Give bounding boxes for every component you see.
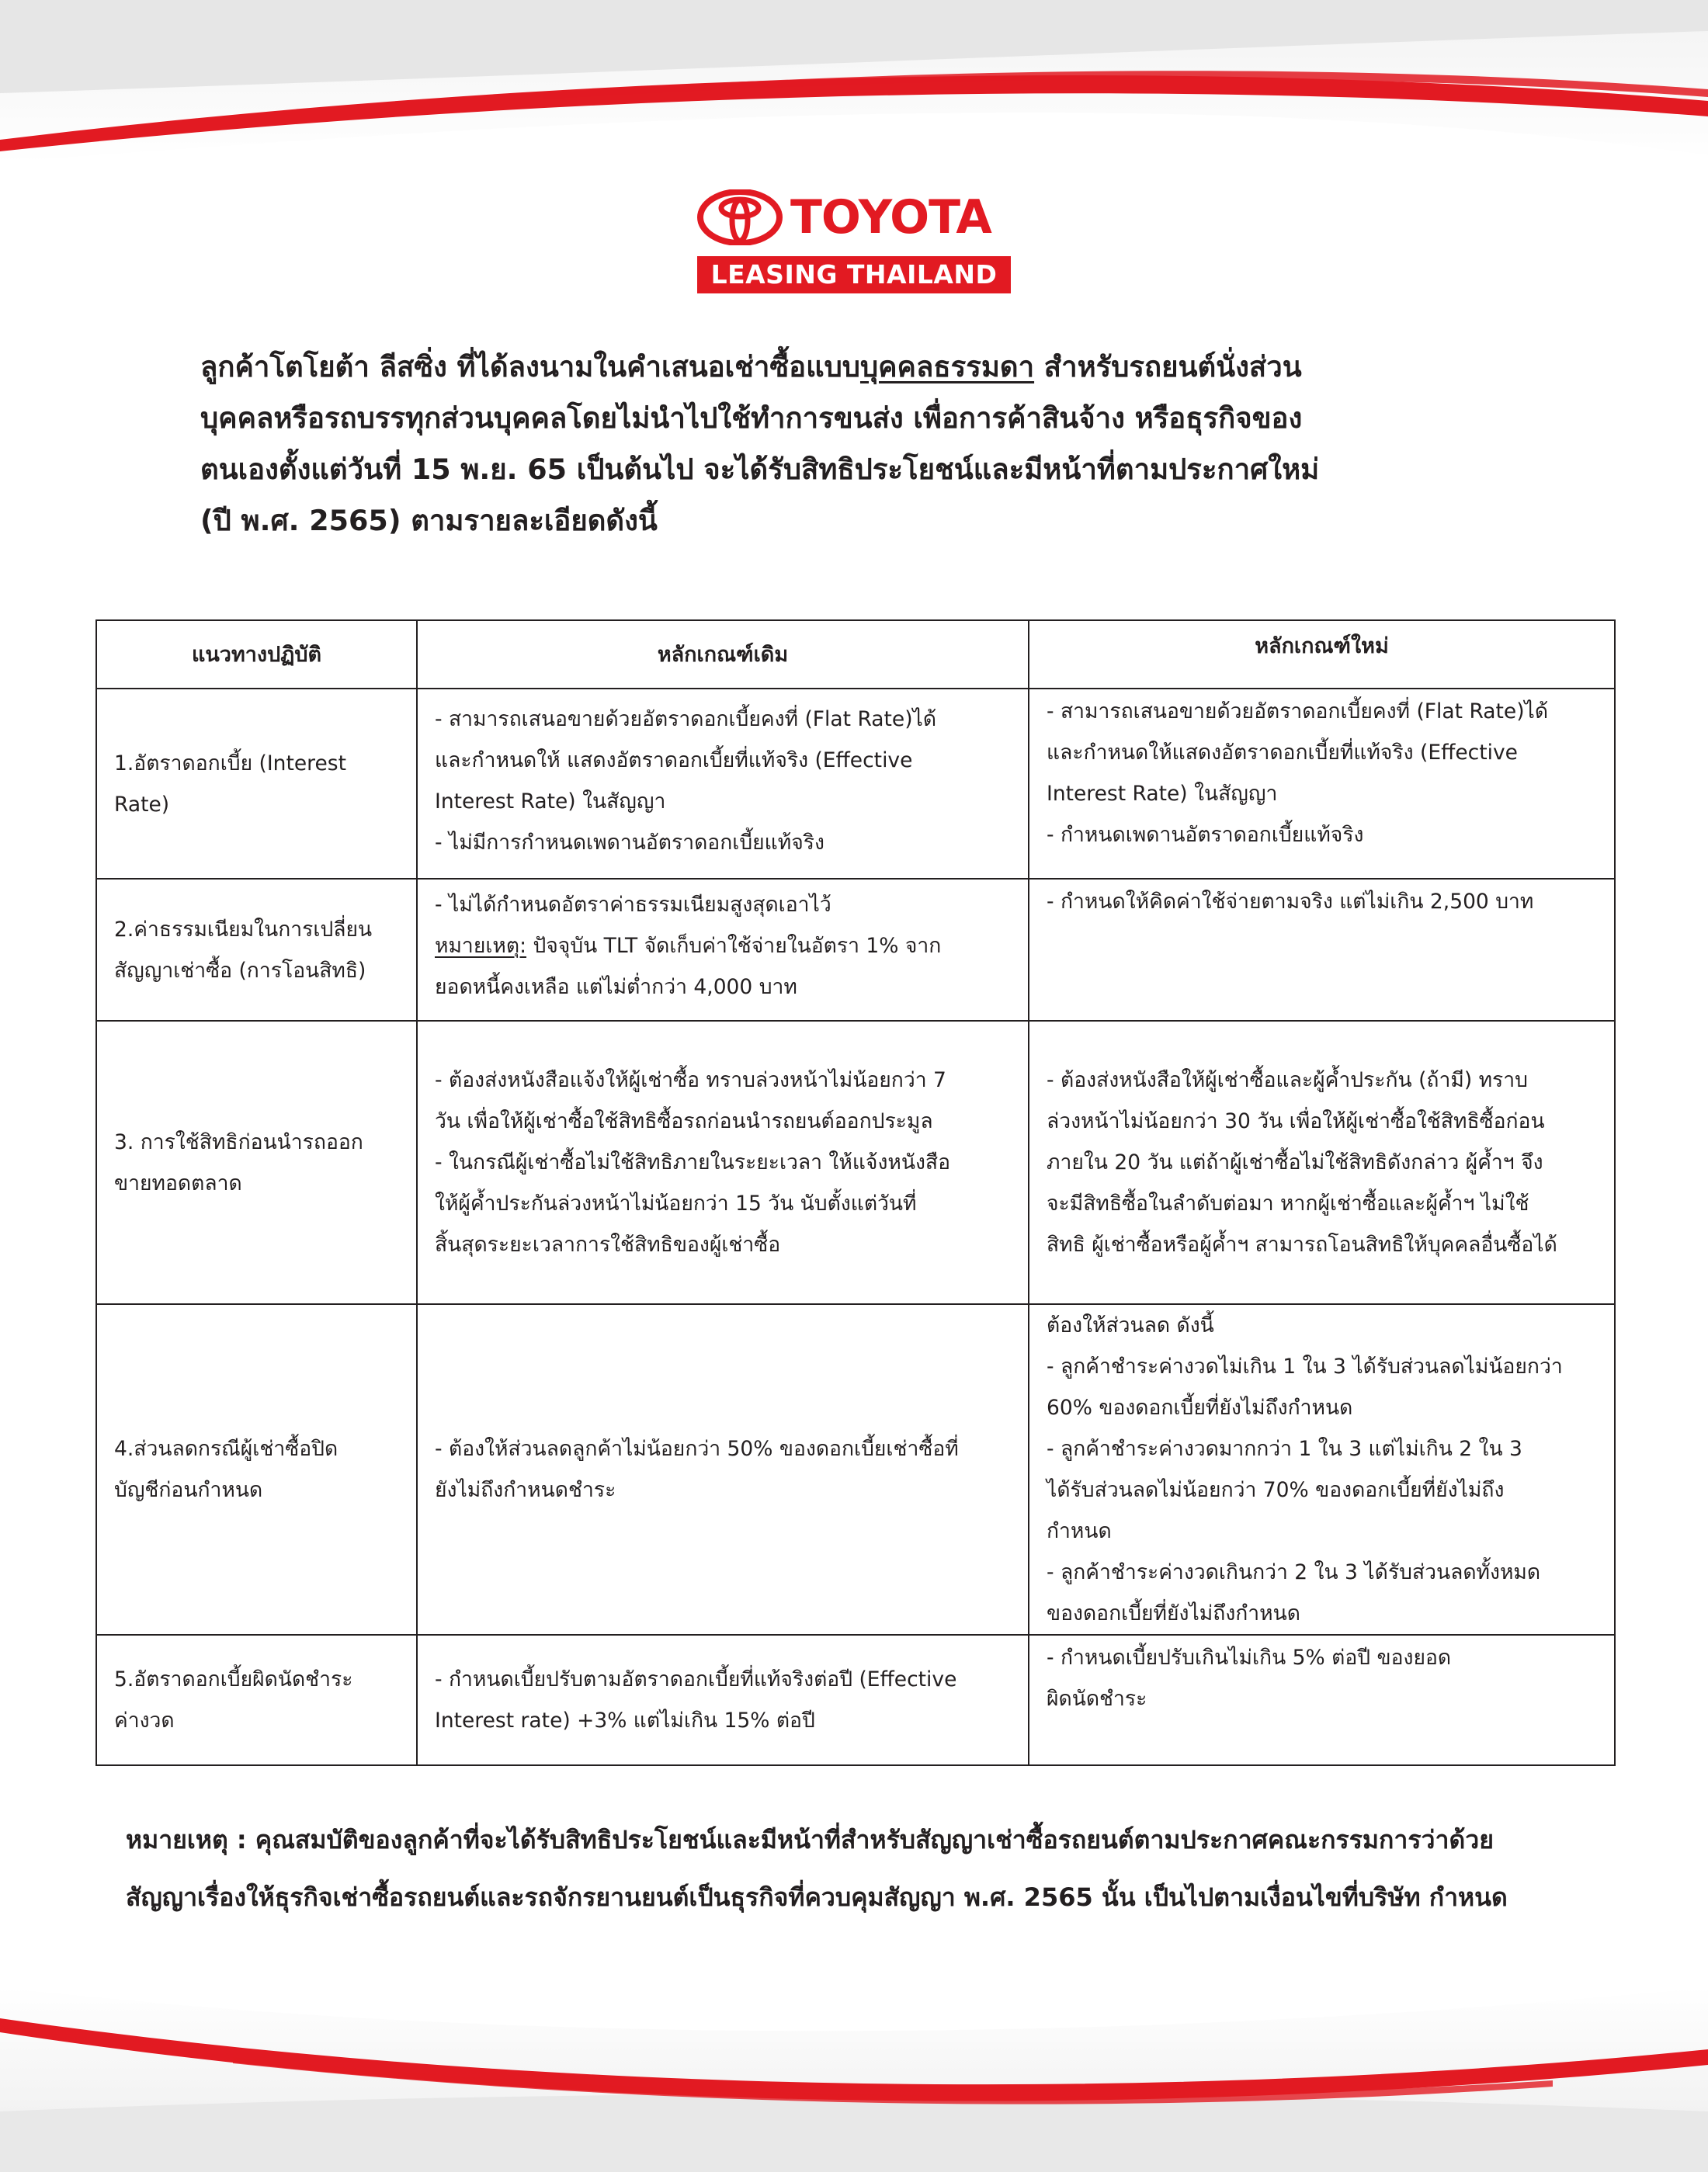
row-4-new-line: กำหนด [1047,1519,1112,1543]
intro-line-1-before: ลูกค้าโตโยต้า ลีสซิ่ง ที่ได้ลงนามในคำเสนอเช่าซื้อแบบ [200,350,860,383]
note-label: หมายเหตุ: [435,934,527,958]
row-4-new-line: ได้รับส่วนลดไม่น้อยกว่า 70% ของดอกเบี้ยที่ยังไม่ถึง [1047,1478,1505,1502]
intro-line-4: (ปี พ.ศ. 2565) ตามรายละเอียดดังนี้ [200,504,658,537]
row-1-topic [96,689,417,879]
header-new-criteria: หลักเกณฑ์ใหม่ [1029,620,1615,689]
table-row [96,1021,1615,1304]
row-5-new-line: - กำหนดเบี้ยปรับเกินไม่เกิน 5% ต่อปี ของยอด [1047,1646,1452,1670]
row-3-old-line: วัน เพื่อให้ผู้เช่าซื้อใช้สิทธิซื้อรถก่อนนำรถยนต์ออกประมูล [435,1109,933,1133]
row-4-old-line: - ต้องให้ส่วนลดลูกค้าไม่น้อยกว่า 50% ของดอกเบี้ยเช่าซื้อที่ [435,1437,959,1461]
row-4-old-line: ยังไม่ถึงกำหนดชำระ [435,1478,616,1502]
row-1-old-line: และกำหนดให้ แสดงอัตราดอกเบี้ยที่แท้จริง (Effective [435,748,913,772]
intro-underlined-term: บุคคลธรรมดา [859,350,1035,383]
row-3-new-line: - ต้องส่งหนังสือให้ผู้เช่าซื้อและผู้ค้ำประกัน (ถ้ามี) ทราบ [1047,1068,1528,1092]
logo-top-row [697,189,1011,245]
row-2-new-line: - กำหนดให้คิดค่าใช้จ่ายตามจริง แต่ไม่เกิน 2,500 บาท [1047,890,1534,914]
brand-subtitle: LEASING THAILAND [697,256,1011,293]
row-1-new-line: - สามารถเสนอขายด้วยอัตราดอกเบี้ยคงที่ (Flat Rate)ได้ [1047,699,1549,723]
row-3-topic [96,1021,417,1304]
row-2-old-line: - ไม่ได้กำหนดอัตราค่าธรรมเนียมสูงสุดเอาไว้ [435,893,831,917]
row-2-topic-line: 2.ค่าธรรมเนียมในการเปลี่ยน [114,917,373,942]
row-4-new-line: - ลูกค้าชำระค่างวดเกินกว่า 2 ใน 3 ได้รับส่วนลดทั้งหมด [1047,1560,1541,1584]
row-3-new [1029,1021,1615,1304]
row-3-new-line: จะมีสิทธิซื้อในลำดับต่อมา หากผู้เช่าซื้อและผู้ค้ำฯ ไม่ใช้ [1047,1192,1529,1216]
row-3-old-line: - ในกรณีผู้เช่าซื้อไม่ใช้สิทธิภายในระยะเวลา ให้แจ้งหนังสือ [435,1150,951,1174]
row-2-old-note [435,925,1011,966]
row-4-new-line: ของดอกเบี้ยที่ยังไม่ถึงกำหนด [1047,1601,1300,1626]
row-4-topic-line: 4.ส่วนลดกรณีผู้เช่าซื้อปิด [114,1437,338,1461]
row-1-topic-line: Rate) [114,792,170,817]
note-text: ปัจจุบัน TLT จัดเก็บค่าใช้จ่ายในอัตรา 1% จาก [526,934,942,958]
row-3-new-line: ภายใน 20 วัน แต่ถ้าผู้เช่าซื้อไม่ใช้สิทธิดังกล่าว ผู้ค้ำฯ จึง [1047,1150,1543,1174]
row-5-topic-line: ค่างวด [114,1709,175,1733]
row-3-old-line: ให้ผู้ค้ำประกันล่วงหน้าไม่น้อยกว่า 15 วัน นับตั้งแต่วันที่ [435,1192,917,1216]
footnote-line-1: หมายเหตุ : คุณสมบัติของลูกค้าที่จะได้รับสิทธิประโยชน์และมีหน้าที่สำหรับสัญญาเช่าซื้อรถยนต์ตามประกาศคณะกรรมการว่าด้วย [126,1825,1494,1855]
row-5-new-line: ผิดนัดชำระ [1047,1687,1147,1711]
row-4-new-line: ต้องให้ส่วนลด ดังนี้ [1047,1313,1214,1338]
row-2-topic-line: สัญญาเช่าซื้อ (การโอนสิทธิ) [114,958,366,983]
row-3-old-line: - ต้องส่งหนังสือแจ้งให้ผู้เช่าซื้อ ทราบล่วงหน้าไม่น้อยกว่า 7 [435,1068,946,1092]
row-4-topic-line: บัญชีก่อนกำหนด [114,1478,263,1502]
row-4-new-line: 60% ของดอกเบี้ยที่ยังไม่ถึงกำหนด [1047,1396,1353,1420]
row-2-new [1029,879,1615,1021]
row-1-old [417,689,1029,879]
row-1-old-line: - สามารถเสนอขายด้วยอัตราดอกเบี้ยคงที่ (Flat Rate)ได้ [435,707,937,731]
intro-line-2: บุคคลหรือรถบรรทุกส่วนบุคคลโดยไม่นำไปใช้ทำการขนส่ง เพื่อการค้าสินจ้าง หรือธุรกิจของ [200,401,1303,435]
intro-line-1 [200,342,1551,393]
footnote [126,1811,1601,1926]
table-header-row [96,620,1615,689]
row-1-topic-line: 1.อัตราดอกเบี้ย (Interest [114,751,346,775]
header-old-criteria: หลักเกณฑ์เดิม [417,620,1029,689]
row-2-topic [96,879,417,1021]
table-row [96,879,1615,1021]
row-3-new-line: ล่วงหน้าไม่น้อยกว่า 30 วัน เพื่อให้ผู้เช่าซื้อใช้สิทธิซื้อก่อน [1047,1109,1545,1133]
table-row [96,1304,1615,1635]
row-3-old [417,1021,1029,1304]
row-4-new-line: - ลูกค้าชำระค่างวดไม่เกิน 1 ใน 3 ได้รับส่วนลดไม่น้อยกว่า [1047,1355,1563,1379]
row-5-topic [96,1635,417,1765]
brand-name: TOYOTA [790,190,991,245]
row-5-topic-line: 5.อัตราดอกเบี้ยผิดนัดชำระ [114,1667,353,1691]
table-row [96,689,1615,879]
row-5-old [417,1635,1029,1765]
intro-line-1-after: สำหรับรถยนต์นั่งส่วน [1034,350,1302,383]
intro-line-3: ตนเองตั้งแต่วันที่ 15 พ.ย. 65 เป็นต้นไป จะได้รับสิทธิประโยชน์และมีหน้าที่ตามประกาศใหม่ [200,453,1320,486]
row-4-topic [96,1304,417,1635]
row-3-topic-line: ขายทอดตลาด [114,1171,242,1195]
row-4-new-line: - ลูกค้าชำระค่างวดมากกว่า 1 ใน 3 แต่ไม่เกิน 2 ใน 3 [1047,1437,1522,1461]
header-practice: แนวทางปฏิบัติ [96,620,417,689]
row-1-new-line: - กำหนดเพดานอัตราดอกเบี้ยแท้จริง [1047,823,1364,847]
table-row [96,1635,1615,1765]
row-1-old-line: - ไม่มีการกำหนดเพดานอัตราดอกเบี้ยแท้จริง [435,831,824,855]
row-4-new [1029,1304,1615,1635]
row-5-new [1029,1635,1615,1765]
row-4-old [417,1304,1029,1635]
rules-table [95,619,1616,1766]
row-2-old-line: ยอดหนี้คงเหลือ แต่ไม่ต่ำกว่า 4,000 บาท [435,975,797,999]
intro-paragraph [200,342,1551,546]
row-1-new-line: และกำหนดให้แสดงอัตราดอกเบี้ยที่แท้จริง (Effective [1047,741,1518,765]
row-1-new-line: Interest Rate) ในสัญญา [1047,782,1278,806]
row-5-old-line: Interest rate) +3% แต่ไม่เกิน 15% ต่อปี [435,1709,815,1733]
row-5-old-line: - กำหนดเบี้ยปรับตามอัตราดอกเบี้ยที่แท้จริงต่อปี (Effective [435,1667,957,1691]
row-1-new [1029,689,1615,879]
row-2-old [417,879,1029,1021]
footnote-line-2: สัญญาเรื่องให้ธุรกิจเช่าซื้อรถยนต์และรถจักรยานยนต์เป็นธุรกิจที่ควบคุมสัญญา พ.ศ. 2565 นั้น เป็นไปตามเงื่อนไขที่บริษัท กำหนด [126,1882,1508,1912]
toyota-emblem-icon [697,189,783,245]
toyota-leasing-logo [697,189,1011,293]
row-3-topic-line: 3. การใช้สิทธิก่อนนำรถออก [114,1129,363,1154]
row-3-new-line: สิทธิ ผู้เช่าซื้อหรือผู้ค้ำฯ สามารถโอนสิทธิให้บุคคลอื่นซื้อได้ [1047,1233,1557,1257]
row-1-old-line: Interest Rate) ในสัญญา [435,789,666,814]
row-3-old-line: สิ้นสุดระยะเวลาการใช้สิทธิของผู้เช่าซื้อ [435,1233,781,1257]
